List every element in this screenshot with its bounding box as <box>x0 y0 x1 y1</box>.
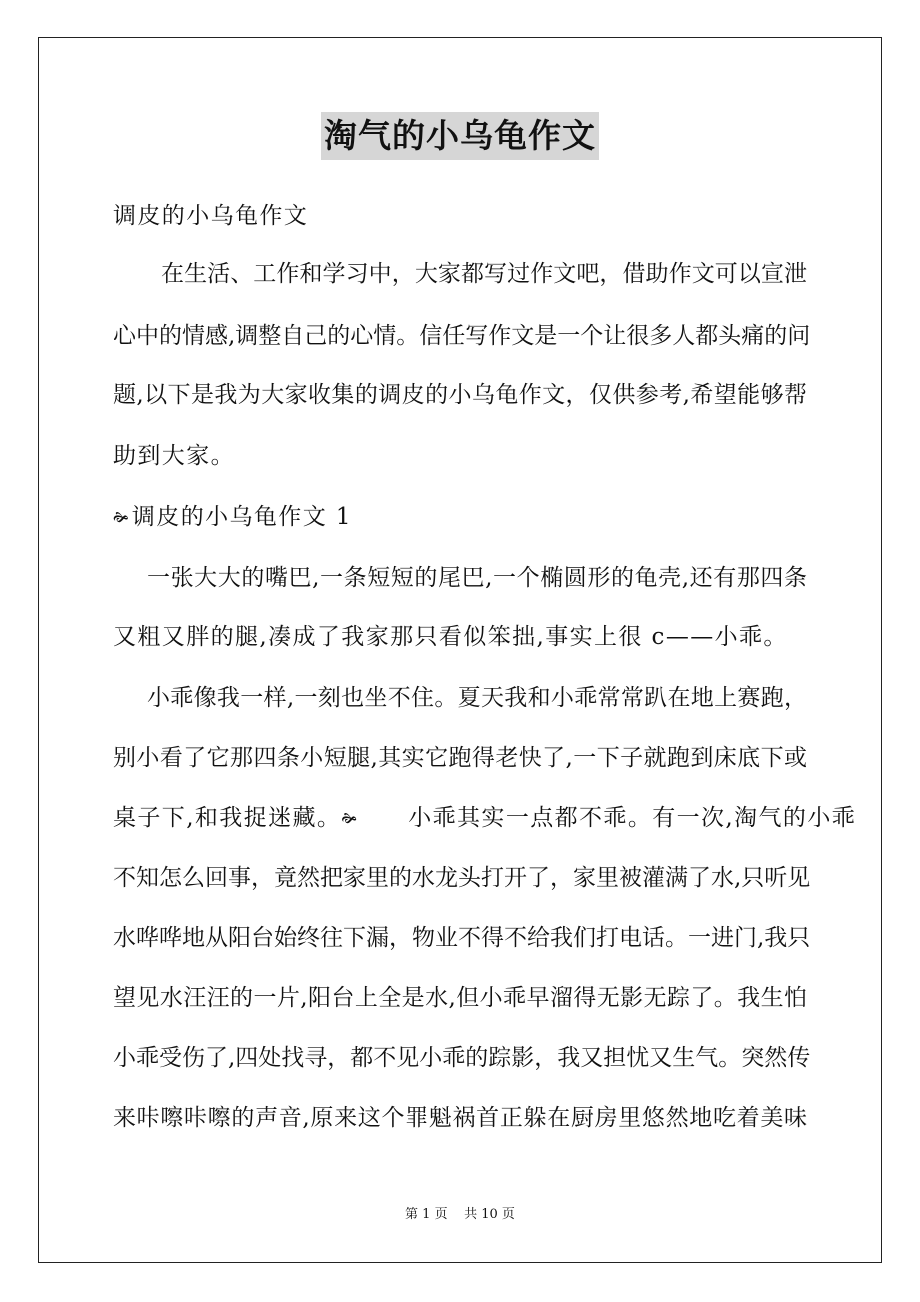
page-footer <box>0 1206 920 1224</box>
inline-marker-icon: 🙞 <box>341 811 359 827</box>
section-heading-text: 调皮的小乌龟作文 1 <box>131 504 352 530</box>
body-line-8: 望见水汪汪的一片,阳台上全是水,但小乖早溜得无影无踪了。我生怕 <box>113 985 807 1011</box>
title-container <box>0 112 920 160</box>
intro-line-1: 在生活、工作和学习中，大家都写过作文吧，借助作文可以宣泄 <box>161 261 807 287</box>
document-subtitle: 调皮的小乌龟作文 <box>113 203 309 229</box>
body-line-4: 别小看了它那四条小短腿,其实它跑得老快了,一下子就跑到床底下或 <box>113 745 807 771</box>
body-line-5 <box>113 803 856 834</box>
intro-line-4: 助到大家。 <box>113 443 235 469</box>
body-line-2: 又粗又胖的腿,凑成了我家那只看似笨拙,事实上很 c——小乖。 <box>113 624 788 650</box>
page-number: 第 1 页 <box>405 1207 448 1222</box>
body-line-9: 小乖受伤了,四处找寻，都不见小乖的踪影，我又担忧又生气。突然传 <box>113 1045 811 1071</box>
body-line-5-before: 桌子下,和我捉迷藏。 <box>113 805 342 831</box>
document-title: 淘气的小乌龟作文 <box>321 112 599 160</box>
section-heading <box>113 502 352 533</box>
body-line-5-after: 小乖其实一点都不乖。有一次,淘气的小乖 <box>408 805 857 831</box>
body-line-10: 来咔嚓咔嚓的声音,原来这个罪魁祸首正躲在厨房里悠然地吃着美味 <box>113 1105 807 1131</box>
intro-line-2: 心中的情感,调整自己的心情。信任写作文是一个让很多人都头痛的问 <box>113 323 811 349</box>
intro-line-3: 题,以下是我为大家收集的调皮的小乌龟作文，仅供参考,希望能够帮 <box>113 382 807 408</box>
body-line-6: 不知怎么回事，竟然把家里的水龙头打开了，家里被灌满了水,只听见 <box>113 865 811 891</box>
body-line-7: 水哗哗地从阳台始终往下漏，物业不得不给我们打电话。一进门,我只 <box>113 925 811 951</box>
body-line-3: 小乖像我一样,一刻也坐不住。夏天我和小乖常常趴在地上赛跑， <box>147 685 807 711</box>
total-pages: 共 10 页 <box>464 1207 515 1222</box>
section-marker-icon: 🙞 <box>113 510 130 526</box>
body-line-1: 一张大大的嘴巴,一条短短的尾巴,一个椭圆形的龟壳,还有那四条 <box>147 565 807 591</box>
